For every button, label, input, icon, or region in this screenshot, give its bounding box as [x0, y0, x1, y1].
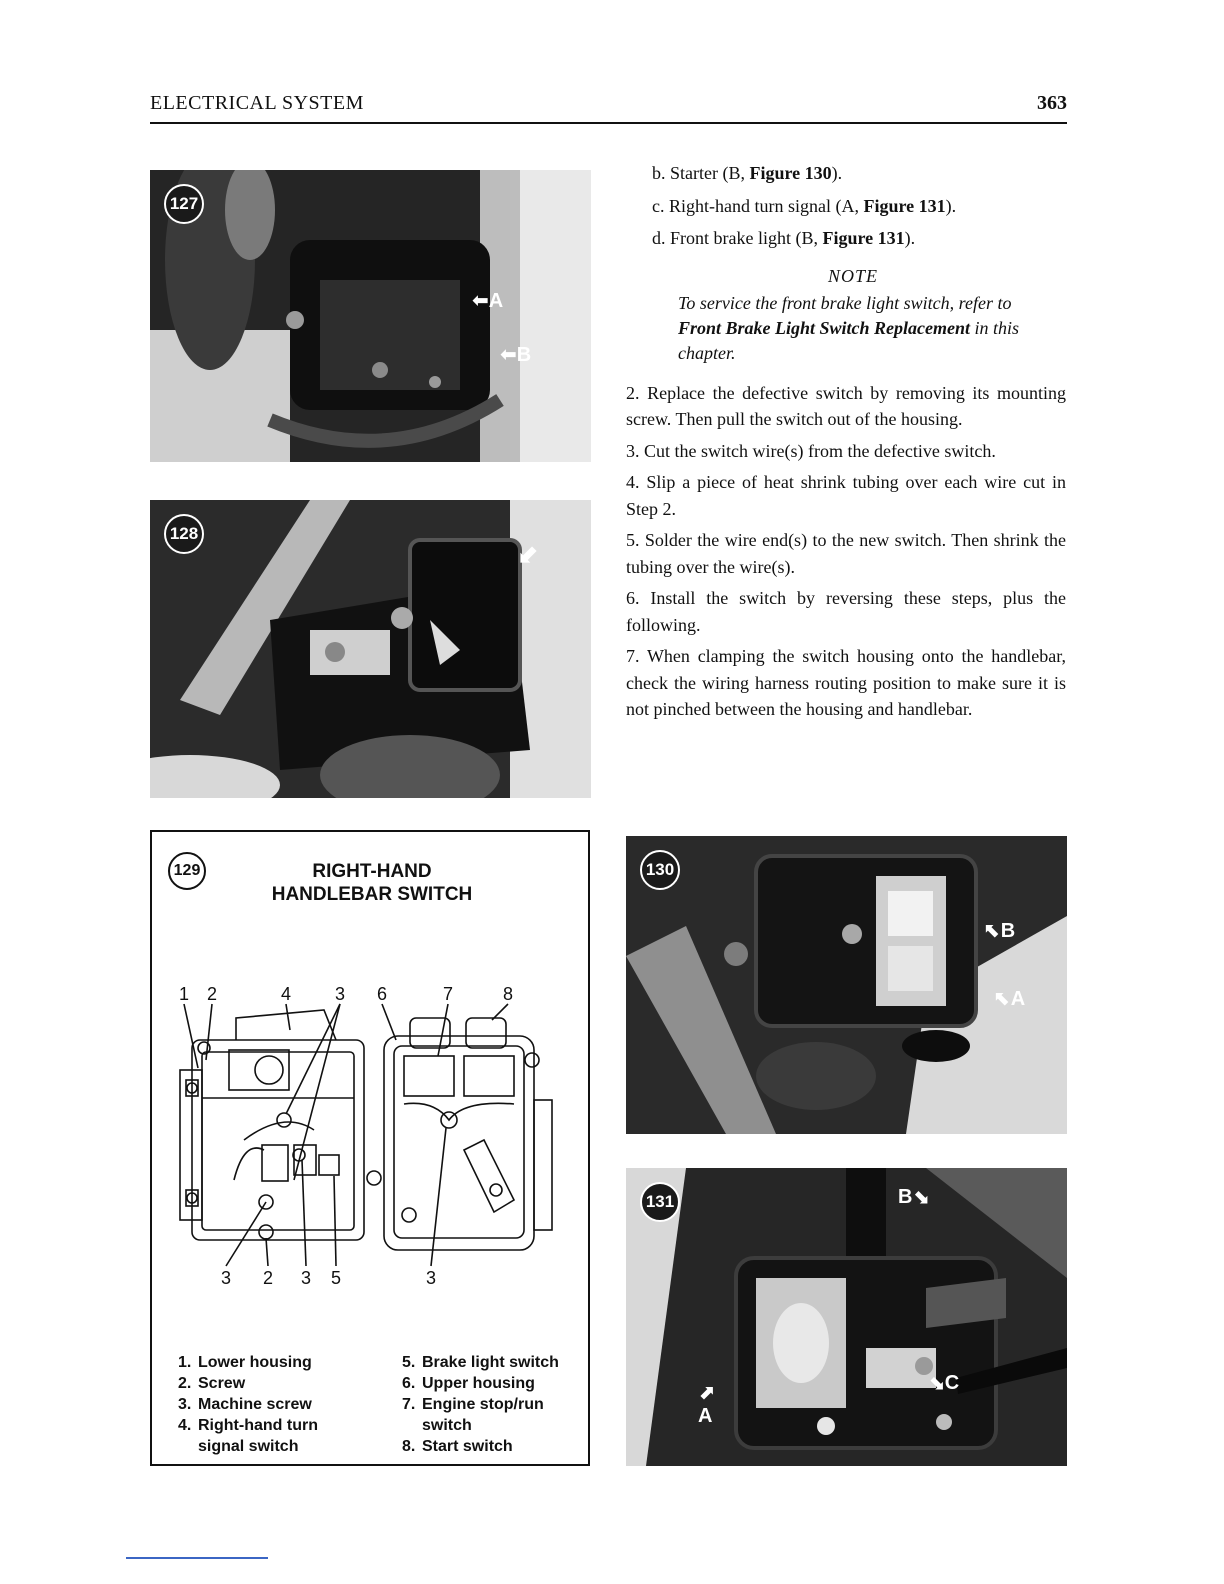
substep-d: d. Front brake light (B, Figure 131).: [652, 228, 916, 248]
step-6: 6. Install the switch by reversing these steps, plus the following.: [626, 588, 1066, 635]
diagram-legend-left: [178, 1352, 368, 1457]
figure-131-pointer-a: ⬈ A: [698, 1382, 715, 1427]
switch-housing-drawing: [174, 980, 574, 1296]
legend-item: 6. Upper housing: [402, 1375, 535, 1392]
legend-item: 1. Lower housing: [178, 1354, 312, 1371]
figure-127-pointer-b: ⬅B: [500, 344, 532, 366]
step-5: 5. Solder the wire end(s) to the new switch. Then shrink the tubing over the wire(s).: [626, 530, 1066, 577]
note-body: To service the front brake light switch, refer to Front Brake Light Switch Replacement in this chapter.: [678, 292, 1020, 363]
callout-2: 2: [206, 984, 218, 1004]
header-rule: [150, 122, 1067, 124]
callout-6: 6: [376, 984, 388, 1004]
note-box: [678, 264, 1028, 366]
cross-reference: Front Brake Light Switch Replacement: [678, 317, 971, 338]
legend-item: 8. Start switch: [402, 1438, 513, 1455]
step-4: 4. Slip a piece of heat shrink tubing over each wire cut in Step 2.: [626, 472, 1066, 519]
legend-item: 5. Brake light switch: [402, 1354, 559, 1371]
figure-130-photo: [626, 836, 1067, 1134]
figure-128-photo: [150, 500, 591, 798]
figure-131-badge: 131: [640, 1182, 680, 1222]
figure-128-pointer: ⬋: [518, 538, 540, 568]
step-7: 7. When clamping the switch housing onto the handlebar, check the wiring harness routing position to make sure it is not pinched between the housing and handlebar.: [626, 646, 1066, 719]
figure-131-pointer-c: ⬊C: [928, 1372, 960, 1394]
diagram-title-line-1: RIGHT-HAND: [312, 861, 432, 882]
callout-2-bottom: 2: [262, 1268, 274, 1288]
diagram-legend-right: [402, 1352, 582, 1457]
step-3: 3. Cut the switch wire(s) from the defective switch.: [626, 440, 996, 461]
figure-127-photo: [150, 170, 591, 462]
section-title: ELECTRICAL SYSTEM: [150, 92, 364, 114]
page-header: [150, 92, 1067, 122]
footer-rule: [126, 1557, 268, 1559]
legend-item: 4. Right-hand turn signal switch: [178, 1417, 318, 1455]
figure-127-badge: 127: [164, 184, 204, 224]
legend-item: 2. Screw: [178, 1375, 246, 1392]
callout-3-bottom-b: 3: [300, 1268, 312, 1288]
callout-5-bottom: 5: [330, 1268, 342, 1288]
callout-3: 3: [334, 984, 346, 1004]
callout-7: 7: [442, 984, 454, 1004]
substep-b: b. Starter (B, Figure 130).: [652, 163, 843, 183]
figure-129-badge: 129: [168, 852, 206, 890]
callout-8: 8: [502, 984, 514, 1004]
substep-c: c. Right-hand turn signal (A, Figure 131).: [652, 195, 957, 216]
figure-130-pointer-a: ⬉A: [994, 988, 1026, 1010]
figure-130-badge: 130: [640, 850, 680, 890]
figure-131-pointer-b: B⬊: [898, 1186, 930, 1208]
note-title: NOTE: [827, 265, 878, 286]
diagram-title-line-2: HANDLEBAR SWITCH: [271, 884, 473, 905]
procedure-text: [626, 160, 1066, 728]
step-2: 2. Replace the defective switch by removing its mounting screw. Then pull the switch out of the housing.: [626, 382, 1066, 429]
callout-4: 4: [280, 984, 292, 1004]
figure-131-photo: [626, 1168, 1067, 1466]
diagram-title: [222, 860, 522, 906]
figure-129-diagram: [150, 830, 590, 1466]
legend-item: 3. Machine screw: [178, 1396, 312, 1413]
figure-128-badge: 128: [164, 514, 204, 554]
page-number: 363: [1037, 92, 1067, 114]
figure-130-pointer-b: ⬉B: [984, 920, 1016, 942]
figure-127-pointer-a: ⬅A: [472, 290, 504, 312]
callout-1: 1: [178, 984, 190, 1004]
legend-item: 7. Engine stop/run switch: [402, 1396, 544, 1434]
callout-3-bottom-c: 3: [425, 1268, 437, 1288]
callout-3-bottom-a: 3: [220, 1268, 232, 1288]
